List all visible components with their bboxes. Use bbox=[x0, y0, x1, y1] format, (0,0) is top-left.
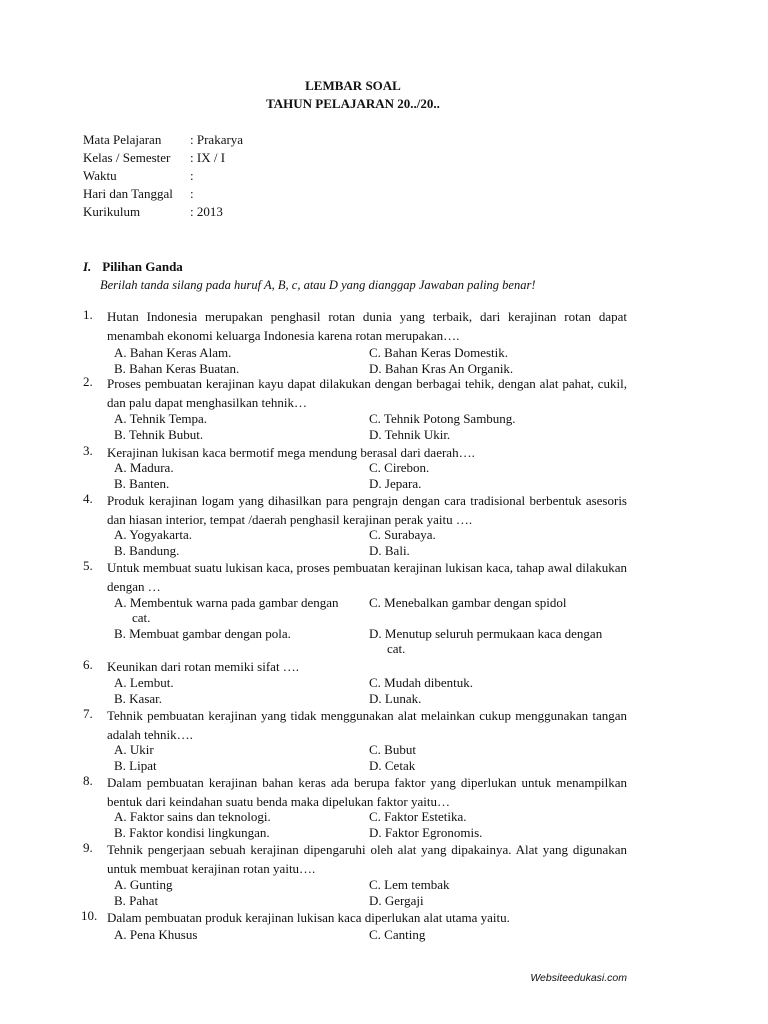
answer-options bbox=[114, 927, 634, 943]
option-b: B. Faktor kondisi lingkungan. bbox=[114, 825, 270, 840]
option-d: D. Lunak. bbox=[369, 691, 422, 706]
question bbox=[83, 307, 627, 345]
answer-options bbox=[114, 742, 634, 774]
option-d: D. Menutup seluruh permukaan kaca dengan bbox=[369, 626, 603, 641]
option-b: B. Kasar. bbox=[114, 691, 163, 706]
option-a: A. Membentuk warna pada gambar dengan bbox=[114, 595, 339, 610]
answer-options bbox=[114, 527, 634, 559]
option-c: C. Tehnik Potong Sambung. bbox=[369, 411, 516, 426]
option-a: A. Gunting bbox=[114, 877, 173, 892]
question-number: 1. bbox=[83, 307, 93, 322]
question-text: Keunikan dari rotan memiki sifat …. bbox=[107, 659, 300, 674]
info-row bbox=[83, 132, 243, 150]
question-text: Hutan Indonesia merupakan penghasil rotan dunia yang terbaik, dari kerajinan rotan dapat menambah ekonomi keluarga Indonesia karena rotan merupakan…. bbox=[107, 309, 627, 343]
question-number: 10. bbox=[81, 908, 98, 923]
info-value: : bbox=[190, 186, 194, 201]
info-label: Kurikulum bbox=[83, 204, 141, 219]
option-b: B. Bandung. bbox=[114, 543, 180, 558]
option-c: C. Menebalkan gambar dengan spidol bbox=[369, 595, 567, 610]
answer-options bbox=[114, 877, 634, 909]
question bbox=[83, 657, 627, 676]
website-footer: Websiteedukasi.com bbox=[530, 972, 627, 984]
question bbox=[83, 908, 627, 927]
option-b: B. Pahat bbox=[114, 893, 159, 908]
answer-options bbox=[114, 675, 634, 707]
answer-options bbox=[114, 460, 634, 492]
option-b: B. Tehnik Bubut. bbox=[114, 427, 204, 442]
question-number: 8. bbox=[83, 773, 93, 788]
info-row bbox=[83, 186, 243, 204]
question-number: 4. bbox=[83, 491, 93, 506]
option-a: A. Pena Khusus bbox=[114, 927, 198, 942]
question-text: Dalam pembuatan kerajinan bahan keras ada berupa faktor yang diperlukan untuk menampilkan bentuk dari keindahan suatu benda maka dipelukan faktor yaitu… bbox=[107, 775, 627, 809]
sheet-title: LEMBAR SOAL bbox=[305, 78, 401, 93]
option-d: D. Tehnik Ukir. bbox=[369, 427, 451, 442]
question bbox=[83, 558, 627, 596]
option-c: C. Faktor Estetika. bbox=[369, 809, 467, 824]
question bbox=[83, 773, 627, 811]
info-value: : IX / I bbox=[190, 150, 226, 165]
option-b: B. Banten. bbox=[114, 476, 170, 491]
info-label: Hari dan Tanggal bbox=[83, 186, 173, 201]
option-c: C. Lem tembak bbox=[369, 877, 450, 892]
answer-options bbox=[114, 345, 634, 377]
section-heading bbox=[83, 259, 183, 275]
option-a: A. Bahan Keras Alam. bbox=[114, 345, 232, 360]
answer-options bbox=[114, 595, 634, 657]
answer-options bbox=[114, 809, 634, 841]
info-block bbox=[83, 132, 243, 222]
option-a: A. Faktor sains dan teknologi. bbox=[114, 809, 271, 824]
option-c: C. Bubut bbox=[369, 742, 416, 757]
section-number: I. bbox=[83, 259, 92, 274]
option-a: A. Yogyakarta. bbox=[114, 527, 192, 542]
question-text: Tehnik pengerjaan sebuah kerajinan dipengaruhi oleh alat yang dipakainya. Alat yang digunakan untuk membuat kerajinan rotan yaitu…. bbox=[107, 842, 627, 876]
answer-options bbox=[114, 411, 634, 443]
option-a: A. Lembut. bbox=[114, 675, 174, 690]
question bbox=[83, 374, 627, 412]
option-c: C. Mudah dibentuk. bbox=[369, 675, 473, 690]
option-d-continuation: cat. bbox=[387, 641, 406, 656]
question-number: 9. bbox=[83, 840, 93, 855]
section-title: Pilihan Ganda bbox=[102, 259, 183, 274]
option-a: A. Madura. bbox=[114, 460, 174, 475]
option-d: D. Bahan Kras An Organik. bbox=[369, 361, 514, 376]
option-b: B. Bahan Keras Buatan. bbox=[114, 361, 240, 376]
question-text: Proses pembuatan kerajinan kayu dapat dilakukan dengan berbagai tehik, dengan alat pahat, cukil, dan palu dapat menghasilkan tehnik… bbox=[107, 376, 627, 410]
info-row bbox=[83, 204, 243, 222]
question-text: Kerajinan lukisan kaca bermotif mega mendung berasal dari daerah…. bbox=[107, 445, 475, 460]
question-number: 3. bbox=[83, 443, 93, 458]
question bbox=[83, 491, 627, 529]
option-a-continuation: cat. bbox=[132, 610, 151, 625]
option-d: D. Gergaji bbox=[369, 893, 424, 908]
question-number: 2. bbox=[83, 374, 93, 389]
question-number: 5. bbox=[83, 558, 93, 573]
info-value: : 2013 bbox=[190, 204, 223, 219]
info-label: Waktu bbox=[83, 168, 117, 183]
question-text: Produk kerajinan logam yang dihasilkan para pengrajn dengan cara tradisional berbentuk asesoris dan hiasan interior, tempat /daerah penghasil kerajinan perak yaitu …. bbox=[107, 493, 627, 527]
option-b: B. Membuat gambar dengan pola. bbox=[114, 626, 291, 641]
option-c: C. Canting bbox=[369, 927, 426, 942]
option-c: C. Surabaya. bbox=[369, 527, 436, 542]
option-d: D. Cetak bbox=[369, 758, 416, 773]
option-b: B. Lipat bbox=[114, 758, 157, 773]
info-label: Kelas / Semester bbox=[83, 150, 171, 165]
question-number: 6. bbox=[83, 657, 93, 672]
section-instruction: Berilah tanda silang pada huruf A, B, c, atau D yang dianggap Jawaban paling benar! bbox=[100, 278, 536, 292]
option-d: D. Jepara. bbox=[369, 476, 422, 491]
question-text: Untuk membuat suatu lukisan kaca, proses pembuatan kerajinan lukisan kaca, tahap awal dilakukan dengan … bbox=[107, 560, 627, 594]
info-row bbox=[83, 150, 243, 168]
info-value: : bbox=[190, 168, 194, 183]
question-text: Dalam pembuatan produk kerajinan lukisan kaca diperlukan alat utama yaitu. bbox=[107, 910, 510, 925]
academic-year: TAHUN PELAJARAN 20../20.. bbox=[266, 96, 440, 111]
option-d: D. Bali. bbox=[369, 543, 410, 558]
option-a: A. Tehnik Tempa. bbox=[114, 411, 208, 426]
option-a: A. Ukir bbox=[114, 742, 154, 757]
question bbox=[83, 706, 627, 744]
info-label: Mata Pelajaran bbox=[83, 132, 162, 147]
question-text: Tehnik pembuatan kerajinan yang tidak menggunakan alat melainkan cukup menggunakan tangan adalah tehnik…. bbox=[107, 708, 627, 742]
option-d: D. Faktor Egronomis. bbox=[369, 825, 483, 840]
info-value: : Prakarya bbox=[190, 132, 244, 147]
question-number: 7. bbox=[83, 706, 93, 721]
question bbox=[83, 840, 627, 878]
option-c: C. Bahan Keras Domestik. bbox=[369, 345, 509, 360]
info-row bbox=[83, 168, 243, 186]
option-c: C. Cirebon. bbox=[369, 460, 430, 475]
